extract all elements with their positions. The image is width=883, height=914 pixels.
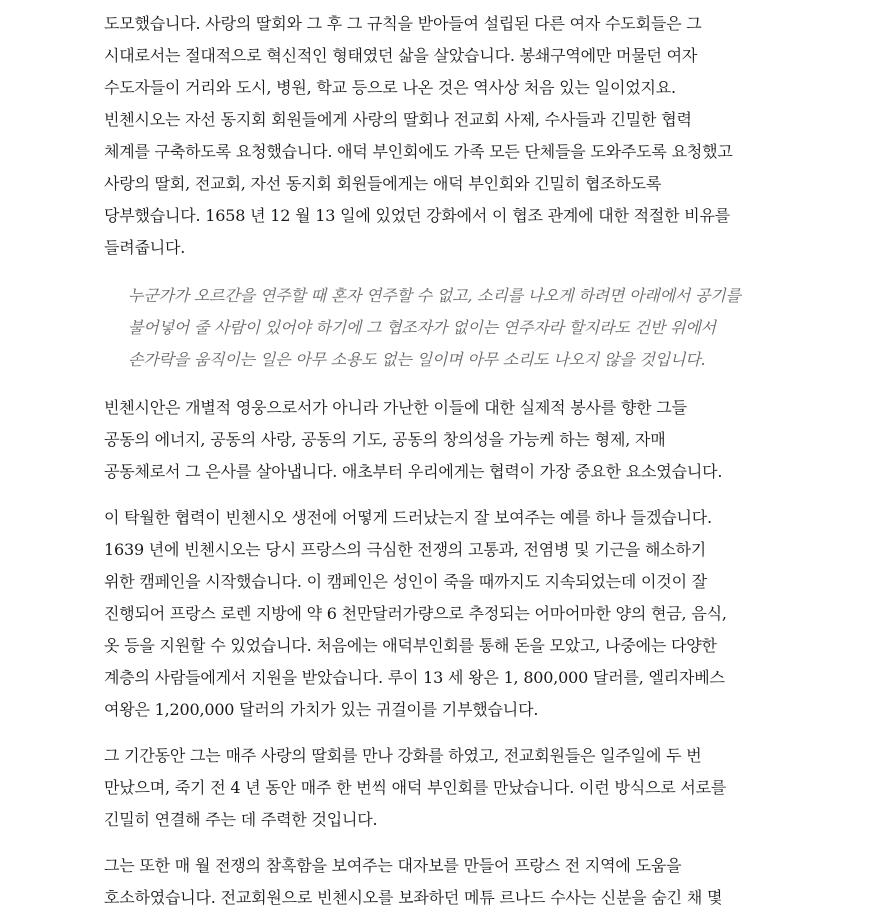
text-line: 빈첸시안은 개별적 영웅으로서가 아니라 가난한 이들에 대한 실제적 봉사를 향한 그들 (104, 398, 687, 417)
quote-line: 누군가가 오르간을 연주할 때 혼자 연주할 수 없고, 소리를 나오게 하려면 아래에서 공기를 (128, 286, 741, 305)
quote-line: 손가락을 움직이는 일은 아무 소용도 없는 일이며 아무 소리도 나오지 않을 것입니다. (128, 350, 706, 369)
text-line: 그는 또한 매 월 전쟁의 참혹함을 보여주는 대자보를 만들어 프랑스 전 지역에 도움을 (104, 856, 682, 875)
paragraph-vincentians-community (104, 392, 833, 488)
text-line: 당부했습니다. 1658 년 12 월 13 일에 있었던 강화에서 이 협조 관계에 대한 적절한 비유를 (104, 206, 731, 225)
text-line: 여왕은 1,200,000 달러의 가치가 있는 귀걸이를 기부했습니다. (104, 700, 539, 719)
paragraph-weekly-meetings (104, 740, 833, 836)
text-line: 들려줍니다. (104, 238, 186, 257)
text-line: 긴밀히 연결해 주는 데 주력한 것입니다. (104, 810, 378, 829)
quote-line: 불어넣어 줄 사람이 있어야 하기에 그 협조자가 없이는 연주자라 할지라도 건반 위에서 (128, 318, 716, 337)
paragraph-posters (104, 850, 833, 914)
text-line: 옷 등을 지원할 수 있었습니다. 처음에는 애덕부인회를 통해 돈을 모았고, 나중에는 다양한 (104, 636, 717, 655)
text-line: 이 탁월한 협력이 빈첸시오 생전에 어떻게 드러났는지 잘 보여주는 예를 하나 들겠습니다. (104, 508, 712, 527)
text-line: 진행되어 프랑스 로렌 지방에 약 6 천만달러가량으로 추정되는 어마어마한 양의 현금, 음식, (104, 604, 727, 623)
text-line: 만났으며, 죽기 전 4 년 동안 매주 한 번씩 애덕 부인회를 만났습니다. 이런 방식으로 서로를 (104, 778, 727, 797)
text-line: 1639 년에 빈첸시오는 당시 프랑스의 극심한 전쟁의 고통과, 전염병 및 기근을 해소하기 (104, 540, 706, 559)
text-line: 공동체로서 그 은사를 살아냅니다. 애초부터 우리에게는 협력이 가장 중요한 요소였습니다. (104, 462, 723, 481)
text-line: 빈첸시오는 자선 동지회 회원들에게 사랑의 딸회나 전교회 사제, 수사들과 긴밀한 협력 (104, 110, 692, 129)
paragraph-campaign-1639 (104, 502, 833, 726)
text-line: 호소하였습니다. 전교회원으로 빈첸시오를 보좌하던 메튜 르나드 수사는 신분을 숨긴 채 몇 (104, 888, 723, 907)
text-line: 그 기간동안 그는 매주 사랑의 딸회를 만나 강화를 하였고, 전교회원들은 일주일에 두 번 (104, 746, 702, 765)
text-line: 시대로서는 절대적으로 혁신적인 형태였던 삶을 살았습니다. 봉쇄구역에만 머물던 여자 (104, 46, 698, 65)
organ-quote (128, 280, 833, 376)
text-line: 도모했습니다. 사랑의 딸회와 그 후 그 규칙을 받아들여 설립된 다른 여자 수도회들은 그 (104, 14, 702, 33)
text-line: 수도자들이 거리와 도시, 병원, 학교 등으로 나온 것은 역사상 처음 있는 일이었지요. (104, 78, 676, 97)
text-line: 계층의 사람들에게서 지원을 받았습니다. 루이 13 세 왕은 1, 800,000 달러를, 엘리자베스 (104, 668, 725, 687)
text-line: 사랑의 딸회, 전교회, 자선 동지회 회원들에게는 애덕 부인회와 긴밀히 협조하도록 (104, 174, 662, 193)
paragraph-sisters-cooperation (104, 8, 833, 264)
text-line: 체계를 구축하도록 요청했습니다. 애덕 부인회에도 가족 모든 단체들을 도와주도록 요청했고 (104, 142, 733, 161)
text-line: 위한 캠페인을 시작했습니다. 이 캠페인은 성인이 죽을 때까지도 지속되었는데 이것이 잘 (104, 572, 707, 591)
text-line: 공동의 에너지, 공동의 사랑, 공동의 기도, 공동의 창의성을 가능케 하는 형제, 자매 (104, 430, 666, 449)
